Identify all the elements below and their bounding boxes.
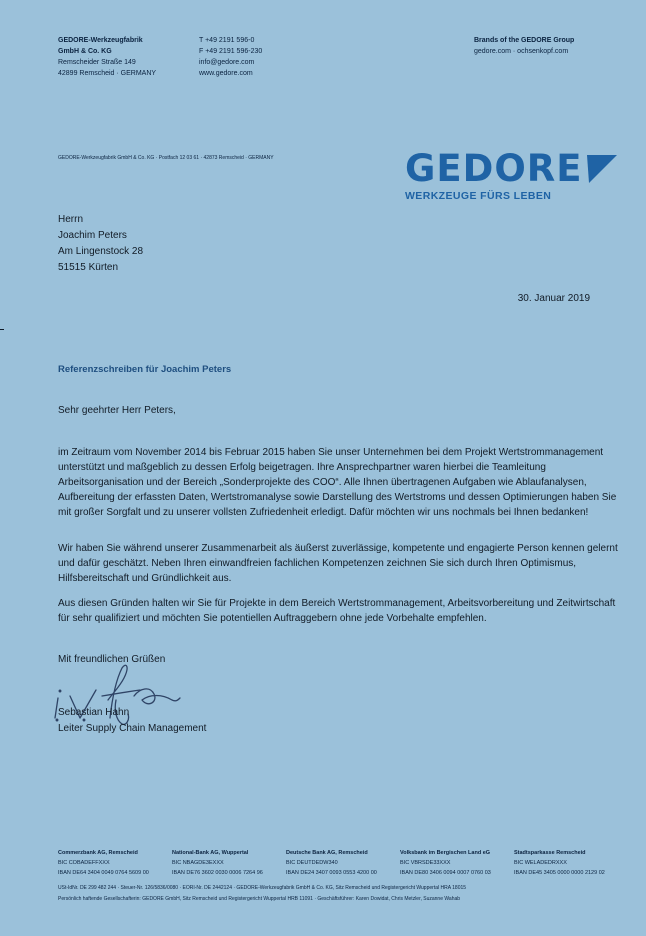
brands-block — [474, 35, 574, 57]
contact-fax: F +49 2191 596-230 — [199, 48, 263, 55]
brands-title: Brands of the GEDORE Group — [474, 37, 575, 44]
legal-footer-line1: USt-IdNr. DE 299 482 244 · Steuer-Nr. 126/5836/0080 · EORI-Nr. DE 2442124 · GEDORE-Werkzeugfabrik GmbH & Co. KG, Sitz Remscheid und Registergericht Wuppertal HRA 18015 — [58, 885, 467, 891]
gedore-logo — [405, 147, 619, 202]
body-paragraph: im Zeitraum vom November 2014 bis Februar 2015 haben Sie unser Unternehmen bei dem Projekt Wertstrommanagement unterstützt und maßgeblich zu dessen Erfolg beigetragen. Ihre Ansprechpartner waren hierbei die Teamleitung Arbeitsorganisation und der Bereich „Sonderprojekte des COO“. Alle Ihnen übertragenen Aufgaben wie Ablaufanalysen, Aufbereitung der erfassten Daten, Wertstromanalyse sowie Darstellung des Wertstroms und dessen Optimierungen haben Sie mit großer Sorgfalt und zu unserer vollsten Zufriedenheit erledigt. Dafür möchten wir uns nochmals bei Ihnen bedanken! — [58, 447, 617, 518]
brands-sites: gedore.com · ochsenkopf.com — [474, 48, 569, 55]
company-address-block — [58, 35, 156, 79]
recipient-street: Am Lingenstock 28 — [58, 246, 144, 257]
body-paragraph: Wir haben Sie während unserer Zusammenarbeit als äußerst zuverlässige, kompetente und engagierte Person kennen gelernt und dafür geschätzt. Neben Ihren einwandfreien fachlichen Kompetenzen zeichnen Sie sich durch Ihren Optimismus, Hilfsbereitschaft und Gründlichkeit aus. — [58, 543, 618, 584]
letter-body-3 — [58, 596, 618, 626]
bank-volksbank: Volksbank im Bergischen Land eG BIC VBRSDE33XXX IBAN DE80 3406 0094 0007 0760 03 — [400, 850, 491, 876]
company-name-line1: GEDORE-Werkzeugfabrik — [58, 37, 143, 44]
body-paragraph: Aus diesen Gründen halten wir Sie für Projekte in dem Bereich Wertstrommanagement, Arbeitsvorbereitung und Zeitwirtschaft für sehr qualifiziert und möchten Sie potentiellen Auftraggebern ohne jede Vorbehalte empfehlen. — [58, 598, 616, 624]
recipient-address — [58, 212, 143, 276]
signatory-block — [58, 705, 206, 737]
fold-mark — [0, 329, 4, 330]
recipient-city: 51515 Kürten — [58, 262, 119, 273]
company-street: Remscheider Straße 149 — [58, 59, 136, 66]
logo-text: GEDORE — [405, 147, 583, 190]
letter-body — [58, 445, 618, 520]
bank-national-bank: National-Bank AG, Wuppertal BIC NBAGDE3EXXX IBAN DE76 3602 0030 0006 7264 96 — [172, 850, 263, 876]
contact-block — [199, 35, 262, 79]
contact-phone: T +49 2191 596-0 — [199, 37, 255, 44]
bank-deutsche-bank: Deutsche Bank AG, Remscheid BIC DEUTDEDW340 IBAN DE24 3407 0093 0553 4200 00 — [286, 850, 377, 876]
letter-body-2 — [58, 541, 618, 586]
signatory-name: Sebastian Hahn — [58, 707, 130, 718]
contact-web[interactable]: www.gedore.com — [199, 70, 253, 77]
recipient-salutation: Herrn — [58, 214, 84, 225]
bank-commerzbank: Commerzbank AG, Remscheid BIC COBADEFFXXX IBAN DE64 3404 0049 0764 5609 00 — [58, 850, 149, 876]
legal-footer-line2: Persönlich haftende Gesellschafterin: GEDORE GmbH, Sitz Remscheid und Registergericht Wuppertal HRB 11091 · Geschäftsführer: Karen Dowidat, Chris Metzler, Suzanne Wahab — [58, 896, 461, 902]
logo-arrow-icon — [585, 153, 619, 185]
logo-slogan: WERKZEUGE FÜRS LEBEN — [405, 190, 552, 202]
letter-greeting: Sehr geehrter Herr Peters, — [58, 405, 176, 416]
letter-date: 30. Januar 2019 — [517, 293, 590, 304]
closing-text: Mit freundlichen Grüßen — [58, 654, 166, 665]
recipient-name: Joachim Peters — [58, 230, 127, 241]
bank-stadtsparkasse: Stadtsparkasse Remscheid BIC WELADEDRXXX IBAN DE45 3405 0000 0000 2129 02 — [514, 850, 605, 876]
company-city: 42899 Remscheid · GERMANY — [58, 70, 157, 77]
letter-subject: Referenzschreiben für Joachim Peters — [58, 364, 232, 375]
sender-return-line: GEDORE-Werkzeugfabrik GmbH & Co. KG · Postfach 12 03 61 · 42873 Remscheid · GERMANY — [58, 155, 274, 161]
contact-email[interactable]: info@gedore.com — [199, 59, 255, 66]
signatory-title: Leiter Supply Chain Management — [58, 723, 207, 734]
company-name-line2: GmbH & Co. KG — [58, 48, 112, 55]
